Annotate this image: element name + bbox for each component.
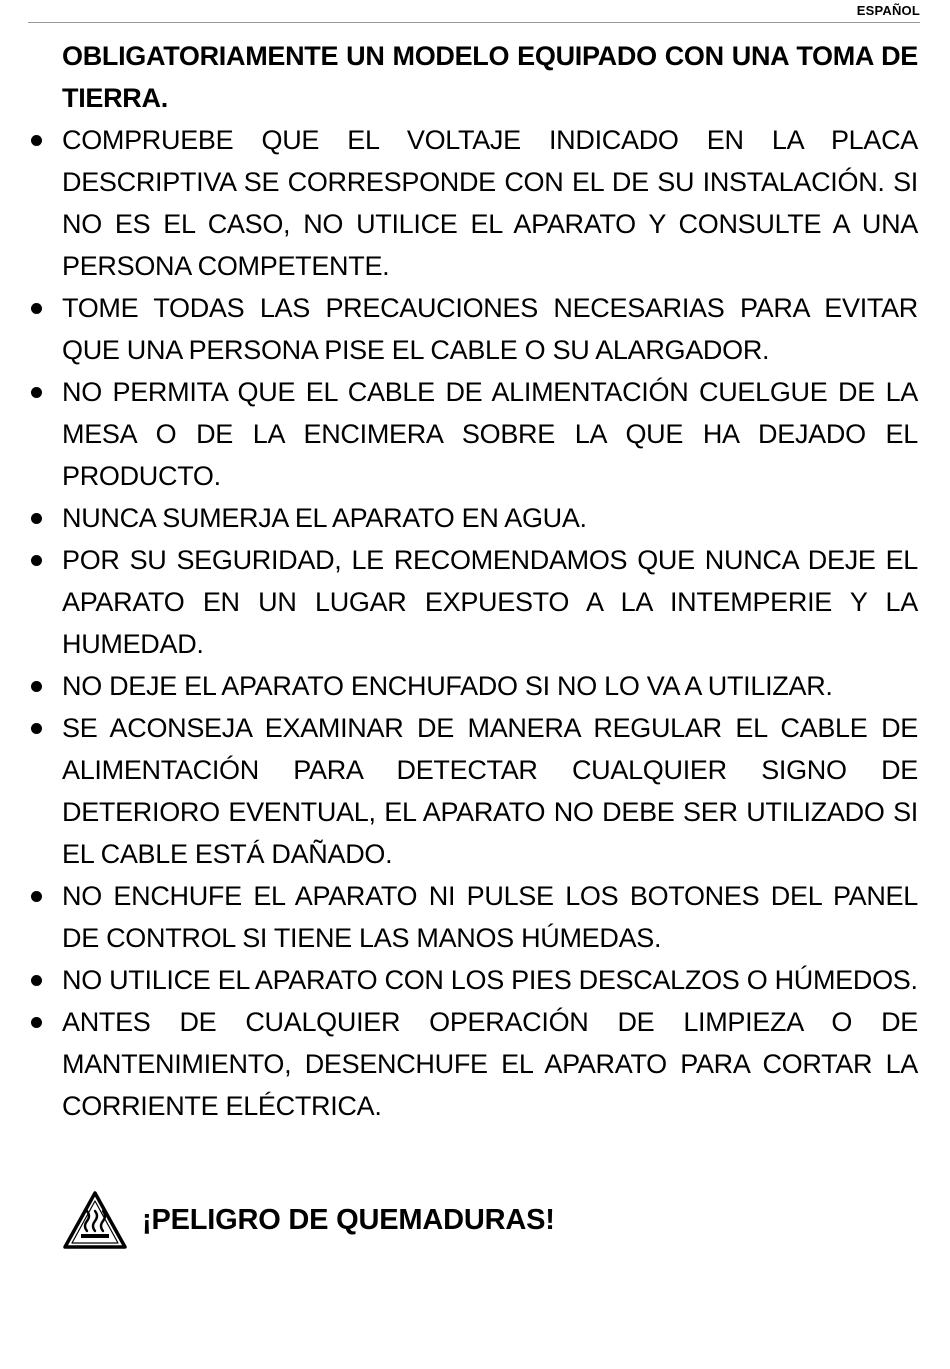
bullet-icon [31, 303, 42, 314]
list-item [62, 959, 918, 1001]
list-item-text: NO ENCHUFE EL APARATO NI PULSE LOS BOTONES DEL PANEL DE CONTROL SI TIENE LAS MANOS HÚMEDAS. [62, 881, 918, 953]
bullet-icon [31, 135, 42, 146]
bullet-icon [31, 975, 42, 986]
page-header [28, 0, 920, 23]
list-item-text: SE ACONSEJA EXAMINAR DE MANERA REGULAR EL CABLE DE ALIMENTACIÓN PARA DETECTAR CUALQUIER SIGNO DE DETERIORO EVENTUAL, EL APARATO NO DEBE SER UTILIZADO SI EL CABLE ESTÁ DAÑADO. [62, 713, 918, 869]
list-item [62, 875, 918, 959]
list-item-text: COMPRUEBE QUE EL VOLTAJE INDICADO EN LA PLACA DESCRIPTIVA SE CORRESPONDE CON EL DE SU INSTALACIÓN. SI NO ES EL CASO, NO UTILICE EL APARATO Y CONSULTE A UNA PERSONA COMPETENTE. [62, 125, 918, 281]
language-label: ESPAÑOL [856, 3, 920, 18]
bullet-icon [31, 891, 42, 902]
list-item [62, 1001, 918, 1127]
safety-list [62, 119, 918, 1127]
burn-warning [62, 1188, 555, 1252]
list-item-text: NUNCA SUMERJA EL APARATO EN AGUA. [62, 503, 587, 533]
lead-paragraph: OBLIGATORIAMENTE UN MODELO EQUIPADO CON UNA TOMA DE TIERRA. [62, 41, 918, 113]
list-item [62, 497, 918, 539]
list-item-text: POR SU SEGURIDAD, LE RECOMENDAMOS QUE NUNCA DEJE EL APARATO EN UN LUGAR EXPUESTO A LA INTEMPERIE Y LA HUMEDAD. [62, 545, 918, 659]
list-item-text: NO PERMITA QUE EL CABLE DE ALIMENTACIÓN CUELGUE DE LA MESA O DE LA ENCIMERA SOBRE LA QUE HA DEJADO EL PRODUCTO. [62, 377, 918, 491]
list-item [62, 287, 918, 371]
bullet-icon [31, 1017, 42, 1028]
warning-title: ¡PELIGRO DE QUEMADURAS! [142, 1203, 555, 1236]
list-item-text: NO UTILICE EL APARATO CON LOS PIES DESCALZOS O HÚMEDOS. [62, 965, 918, 995]
list-item [62, 371, 918, 497]
list-item [62, 707, 918, 875]
safety-instructions [62, 35, 918, 1127]
bullet-icon [31, 555, 42, 566]
bullet-icon [31, 723, 42, 734]
list-item-text: ANTES DE CUALQUIER OPERACIÓN DE LIMPIEZA O DE MANTENIMIENTO, DESENCHUFE EL APARATO PARA CORTAR LA CORRIENTE ELÉCTRICA. [62, 1007, 918, 1121]
list-item [62, 539, 918, 665]
hot-surface-warning-icon [62, 1190, 128, 1250]
list-item-text: TOME TODAS LAS PRECAUCIONES NECESARIAS PARA EVITAR QUE UNA PERSONA PISE EL CABLE O SU ALARGADOR. [62, 293, 918, 365]
bullet-icon [31, 387, 42, 398]
bullet-icon [31, 681, 42, 692]
list-item [62, 119, 918, 287]
list-item-text: NO DEJE EL APARATO ENCHUFADO SI NO LO VA A UTILIZAR. [62, 671, 833, 701]
bullet-icon [31, 513, 42, 524]
list-item [62, 665, 918, 707]
